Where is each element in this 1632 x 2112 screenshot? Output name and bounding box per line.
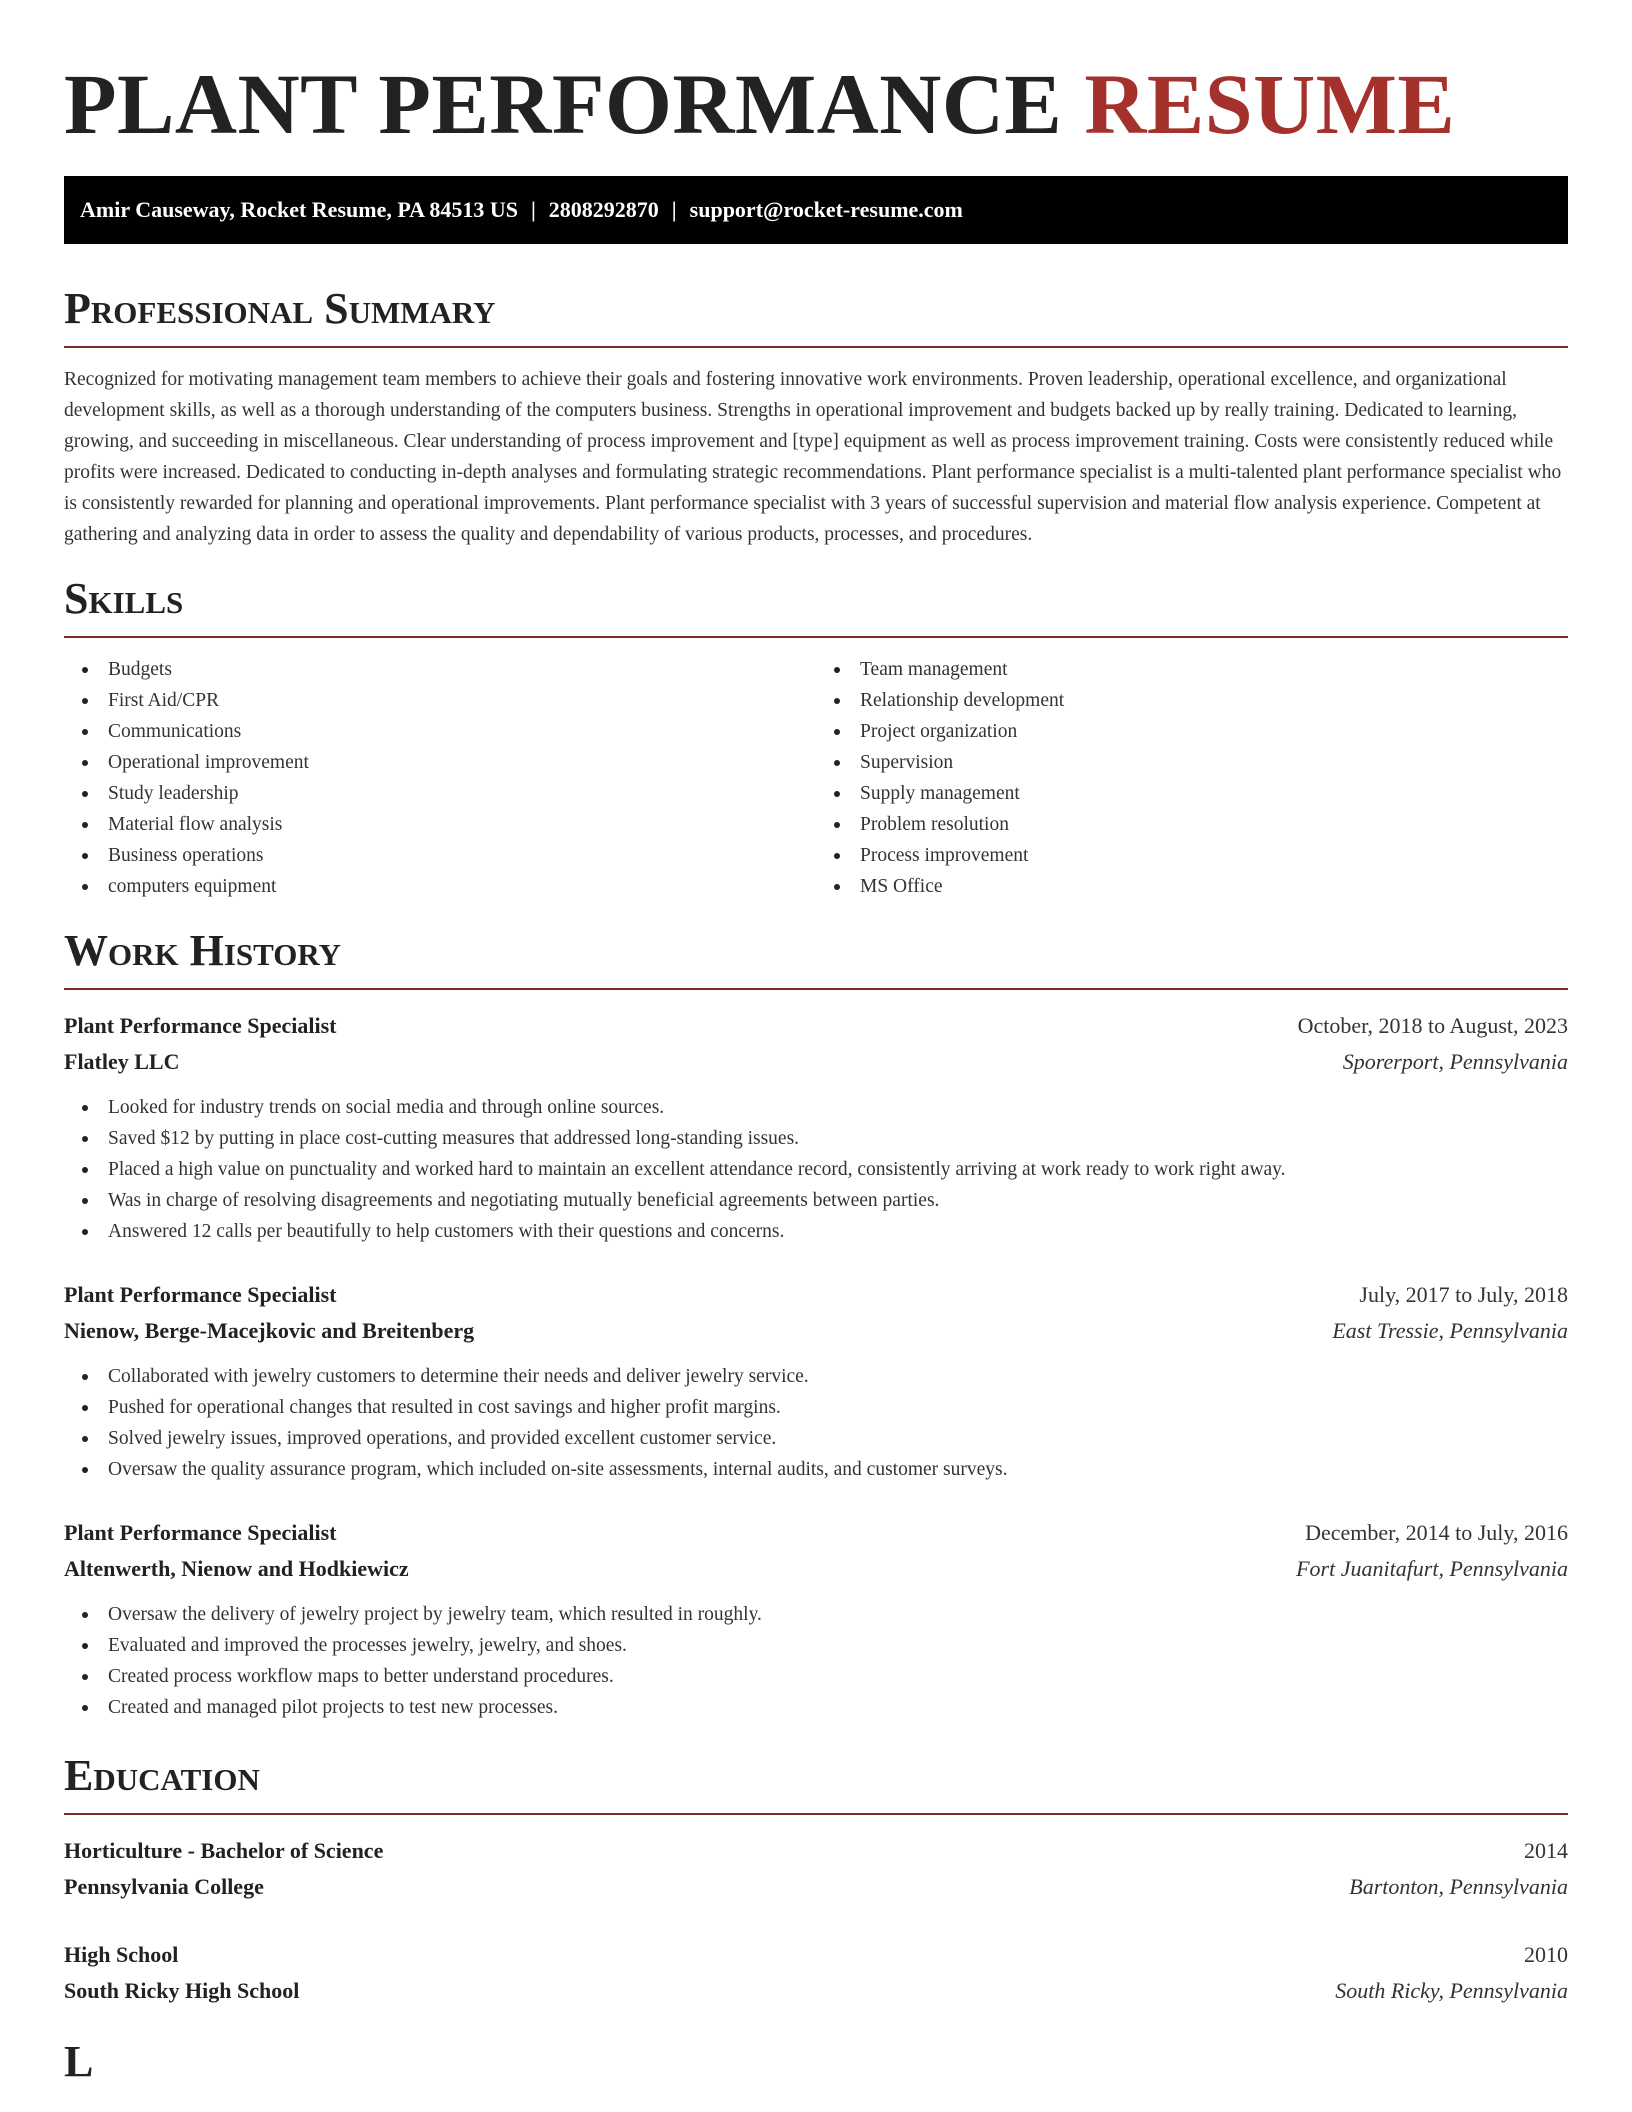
education-entry bbox=[64, 1937, 1568, 2009]
skill-item: Supervision bbox=[860, 747, 1568, 778]
job-company: Altenwerth, Nienow and Hodkiewicz bbox=[64, 1556, 409, 1581]
skill-item: Process improvement bbox=[860, 840, 1568, 871]
skill-item: Study leadership bbox=[108, 778, 816, 809]
contact-separator: | bbox=[530, 197, 536, 222]
skill-item: Operational improvement bbox=[108, 747, 816, 778]
skill-item: Project organization bbox=[860, 716, 1568, 747]
title-main: PLANT PERFORMANCE bbox=[64, 56, 1063, 152]
summary-section bbox=[64, 284, 1568, 550]
education-degree: Horticulture - Bachelor of Science bbox=[64, 1838, 384, 1863]
skill-item: Material flow analysis bbox=[108, 809, 816, 840]
job-bullet: Created process workflow maps to better understand procedures. bbox=[108, 1661, 1568, 1692]
job-bullet: Saved $12 by putting in place cost-cutting measures that addressed long-standing issues. bbox=[108, 1123, 1568, 1154]
section-divider bbox=[64, 1813, 1568, 1815]
skill-item: First Aid/CPR bbox=[108, 685, 816, 716]
job-bullet: Evaluated and improved the processes jewelry, jewelry, and shoes. bbox=[108, 1630, 1568, 1661]
job-bullet: Pushed for operational changes that resulted in cost savings and higher profit margins. bbox=[108, 1392, 1568, 1423]
job-dates: October, 2018 to August, 2023 bbox=[1297, 1013, 1568, 1038]
job-company: Nienow, Berge-Macejkovic and Breitenberg bbox=[64, 1318, 475, 1343]
education-entry bbox=[64, 1833, 1568, 1905]
skills-list-left bbox=[64, 654, 816, 902]
job-bullets bbox=[64, 1361, 1568, 1485]
skill-item: Supply management bbox=[860, 778, 1568, 809]
skill-item: MS Office bbox=[860, 871, 1568, 902]
education-location: South Ricky, Pennsylvania bbox=[1335, 1978, 1568, 2003]
job-bullet: Oversaw the quality assurance program, which included on-site assessments, internal audits, and customer surveys. bbox=[108, 1454, 1568, 1485]
section-divider bbox=[64, 988, 1568, 990]
skill-item: Relationship development bbox=[860, 685, 1568, 716]
job-title: Plant Performance Specialist bbox=[64, 1013, 337, 1038]
skill-item: computers equipment bbox=[108, 871, 816, 902]
education-degree: High School bbox=[64, 1942, 179, 1967]
job-company: Flatley LLC bbox=[64, 1049, 180, 1074]
contact-bar bbox=[64, 176, 1568, 244]
contact-address: Amir Causeway, Rocket Resume, PA 84513 US bbox=[80, 197, 518, 222]
job-dates: July, 2017 to July, 2018 bbox=[1359, 1282, 1568, 1307]
section-divider bbox=[64, 636, 1568, 638]
job-bullet: Created and managed pilot projects to test new processes. bbox=[108, 1692, 1568, 1723]
job-entry bbox=[64, 1008, 1568, 1247]
education-section bbox=[64, 1751, 1568, 2009]
skill-item: Budgets bbox=[108, 654, 816, 685]
job-location: Fort Juanitafurt, Pennsylvania bbox=[1296, 1556, 1568, 1581]
job-bullet: Was in charge of resolving disagreements and negotiating mutually beneficial agreements between parties. bbox=[108, 1185, 1568, 1216]
skills-section bbox=[64, 574, 1568, 902]
section-heading-work-history: Work History bbox=[64, 926, 342, 975]
skills-columns bbox=[64, 654, 1568, 902]
job-location: Sporerport, Pennsylvania bbox=[1342, 1049, 1568, 1074]
next-section bbox=[64, 2037, 1568, 2087]
job-bullet: Placed a high value on punctuality and worked hard to maintain an excellent attendance record, consistently arriving at work ready to work right away. bbox=[108, 1154, 1568, 1185]
section-heading-skills: Skills bbox=[64, 574, 184, 623]
job-bullet: Oversaw the delivery of jewelry project by jewelry team, which resulted in roughly. bbox=[108, 1599, 1568, 1630]
section-heading-summary: Professional Summary bbox=[64, 284, 496, 333]
job-entry bbox=[64, 1277, 1568, 1485]
job-bullet: Answered 12 calls per beautifully to help customers with their questions and concerns. bbox=[108, 1216, 1568, 1247]
education-year: 2010 bbox=[1524, 1942, 1568, 1967]
education-year: 2014 bbox=[1524, 1838, 1568, 1863]
job-bullets bbox=[64, 1092, 1568, 1247]
contact-separator: | bbox=[671, 197, 677, 222]
job-title: Plant Performance Specialist bbox=[64, 1520, 337, 1545]
job-location: East Tressie, Pennsylvania bbox=[1332, 1318, 1568, 1343]
skill-item: Team management bbox=[860, 654, 1568, 685]
education-school: Pennsylvania College bbox=[64, 1874, 264, 1899]
summary-text: Recognized for motivating management team members to achieve their goals and fostering innovative work environments. Proven leadership, operational excellence, and organizational development skills, as well as a thorough understanding of the computers business. Strengths in operational improvement and budgets backed up by really training. Dedicated to learning, growing, and succeeding in miscellaneous. Clear understanding of process improvement and [type] equipment as well as process improvement training. Costs were consistently reduced while profits were increased. Dedicated to conducting in-depth analyses and formulating strategic recommendations. Plant performance specialist is a multi-talented plant performance specialist who is consistently rewarded for planning and operational improvements. Plant performance specialist with 3 years of successful supervision and material flow analysis experience. Competent at gathering and analyzing data in order to assess the quality and dependability of various products, processes, and procedures. bbox=[64, 369, 1562, 545]
job-bullets bbox=[64, 1599, 1568, 1723]
section-heading-cutoff: L bbox=[64, 2037, 94, 2086]
contact-phone: 2808292870 bbox=[548, 197, 659, 222]
section-heading-education: Education bbox=[64, 1751, 260, 1800]
section-divider bbox=[64, 346, 1568, 348]
job-bullet: Collaborated with jewelry customers to determine their needs and deliver jewelry service. bbox=[108, 1361, 1568, 1392]
job-bullet: Solved jewelry issues, improved operations, and provided excellent customer service. bbox=[108, 1423, 1568, 1454]
title-accent: RESUME bbox=[1084, 56, 1456, 152]
job-dates: December, 2014 to July, 2016 bbox=[1305, 1520, 1568, 1545]
resume-title bbox=[64, 0, 1568, 154]
skill-item: Business operations bbox=[108, 840, 816, 871]
resume-page bbox=[64, 0, 1568, 2087]
skill-item: Communications bbox=[108, 716, 816, 747]
education-location: Bartonton, Pennsylvania bbox=[1349, 1874, 1568, 1899]
contact-email: support@rocket-resume.com bbox=[689, 197, 963, 222]
skill-item: Problem resolution bbox=[860, 809, 1568, 840]
job-entry bbox=[64, 1515, 1568, 1723]
skills-list-right bbox=[816, 654, 1568, 902]
education-school: South Ricky High School bbox=[64, 1978, 300, 2003]
job-bullet: Looked for industry trends on social media and through online sources. bbox=[108, 1092, 1568, 1123]
work-history-section bbox=[64, 926, 1568, 1723]
job-title: Plant Performance Specialist bbox=[64, 1282, 337, 1307]
